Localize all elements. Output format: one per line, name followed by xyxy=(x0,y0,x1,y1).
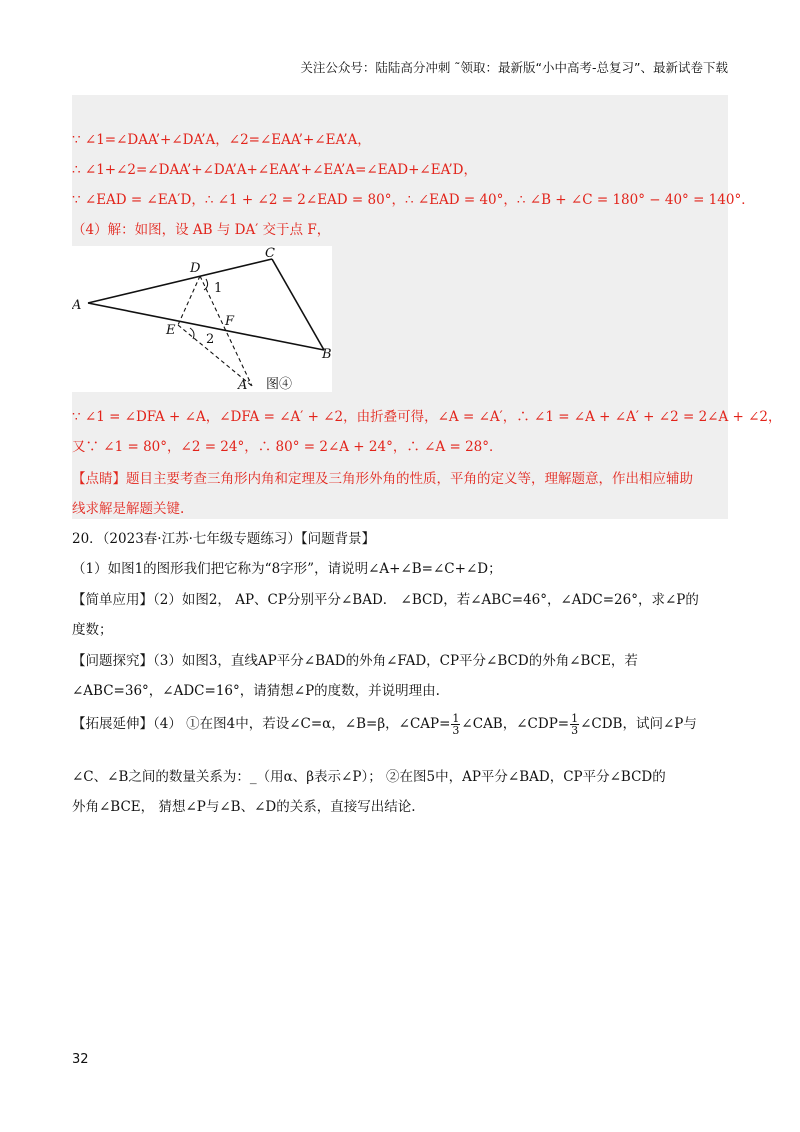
solution-line-5 xyxy=(72,405,782,425)
question-part-3b: ∠ABC=36°，∠ADC=16°，请猜想∠P的度数，并说明理由. xyxy=(72,683,440,699)
label-A: A xyxy=(72,298,82,313)
label-D: D xyxy=(190,261,201,276)
comment-line-2: 线求解是解题关键. xyxy=(72,501,185,517)
sol-l6c: ，∴ 80° = 2∠A + 24° xyxy=(244,439,393,455)
geometry-figure-4 xyxy=(72,246,332,392)
label-E: E xyxy=(166,323,176,338)
q4a-text-1: 【拓展延伸】（4） ①在图4中，若设∠C=α，∠B=β，∠CAP= xyxy=(72,716,451,732)
sol-l3c: ，∴ ∠EAD = 40° xyxy=(391,192,504,208)
question-part-4b: ∠C、∠B之间的数量关系为：_（用α、β表示∠P）； ②在图5中，AP平分∠BAD，CP平分∠BCD的 xyxy=(72,769,666,785)
comment-line-1: 【点睛】题目主要考查三角形内角和定理及三角形外角的性质，平角的定义等，理解题意，作出相应辅助 xyxy=(72,471,693,487)
q4a-text-2: ∠CAB，∠CDP= xyxy=(461,716,570,732)
sol-l6d: ，∴ ∠A = 28° xyxy=(392,439,490,455)
label-B: B xyxy=(322,347,332,362)
q4a-text-3: ∠CDB，试问∠P与 xyxy=(580,716,697,732)
sol-l5e: ， xyxy=(768,409,782,425)
frac-numerator: 1 xyxy=(452,712,460,725)
page-number: 32 xyxy=(72,1052,89,1067)
solution-line-3 xyxy=(72,188,755,208)
solution-line-4: （4）解：如图，设 AB 与 DA′ 交于点 F， xyxy=(72,222,331,238)
sol-l6a: 又∵ ∠1 = 80° xyxy=(72,439,168,455)
sol-l3a: ∵ ∠EAD = ∠EA′D xyxy=(72,192,192,208)
fraction-one-third xyxy=(451,713,460,736)
sol-l5b: ，∠DFA = ∠A′ + ∠2 xyxy=(205,409,344,425)
question-part-4a xyxy=(72,712,697,736)
frac-denominator: 3 xyxy=(571,724,579,737)
question-part-3a: 【问题探究】（3）如图3，直线AP平分∠BAD的外角∠FAD，CP平分∠BCD的外角∠BCE，若 xyxy=(72,653,638,669)
frac-denominator: 3 xyxy=(452,724,460,737)
sol-l3d: ，∴ ∠B + ∠C = 180° − 40° = 140° xyxy=(503,192,742,208)
page-header: 关注公众号：陆陆高分冲刺 ˜领取：最新版“小中高考-总复习”、最新试卷下载 xyxy=(300,60,728,75)
sol-l5a: ∵ ∠1 = ∠DFA + ∠A xyxy=(72,409,206,425)
question-title: 20．（2023春·江苏·七年级专题练习）【问题背景】 xyxy=(72,531,376,547)
question-part-4c: 外角∠BCE， 猜想∠P与∠B、∠D的关系，直接写出结论. xyxy=(72,799,416,815)
solution-line-6 xyxy=(72,435,503,455)
angle-1-label: 1 xyxy=(214,281,223,296)
solution-line-1: ∵ ∠1=∠DAA’+∠DA’A，∠2=∠EAA’+∠EA’A， xyxy=(72,132,371,148)
frac-numerator: 1 xyxy=(571,712,579,725)
solution-line-2: ∴ ∠1+∠2=∠DAA’+∠DA’A+∠EAA’+∠EA’A=∠EAD+∠EA’D， xyxy=(72,162,477,178)
figure-caption: 图④ xyxy=(266,377,293,392)
fraction-one-third-2 xyxy=(570,713,579,736)
sol-l6b: ，∠2 = 24° xyxy=(167,439,245,455)
sol-l3e: ． xyxy=(741,192,755,208)
question-part-1: （1）如图1的图形我们把它称为“8字形”，请说明∠A+∠B=∠C+∠D； xyxy=(72,561,502,577)
label-A-prime: A′ xyxy=(238,378,251,392)
angle-2-label: 2 xyxy=(206,332,215,347)
sol-l5d: ，∴ ∠1 = ∠A + ∠A′ + ∠2 = 2∠A + ∠2 xyxy=(502,409,769,425)
sol-l3b: ，∴ ∠1 + ∠2 = 2∠EAD = 80° xyxy=(191,192,392,208)
question-part-2a: 【简单应用】（2）如图2， AP、CP分别平分∠BAD． ∠BCD，若∠ABC=46°，∠ADC=26°，求∠P的 xyxy=(72,592,699,608)
label-C: C xyxy=(265,246,275,261)
question-part-2b: 度数； xyxy=(72,622,113,638)
label-F: F xyxy=(225,314,235,329)
sol-l6e: ． xyxy=(489,439,503,455)
sol-l5c: ，由折叠可得，∠A = ∠A′ xyxy=(343,409,503,425)
